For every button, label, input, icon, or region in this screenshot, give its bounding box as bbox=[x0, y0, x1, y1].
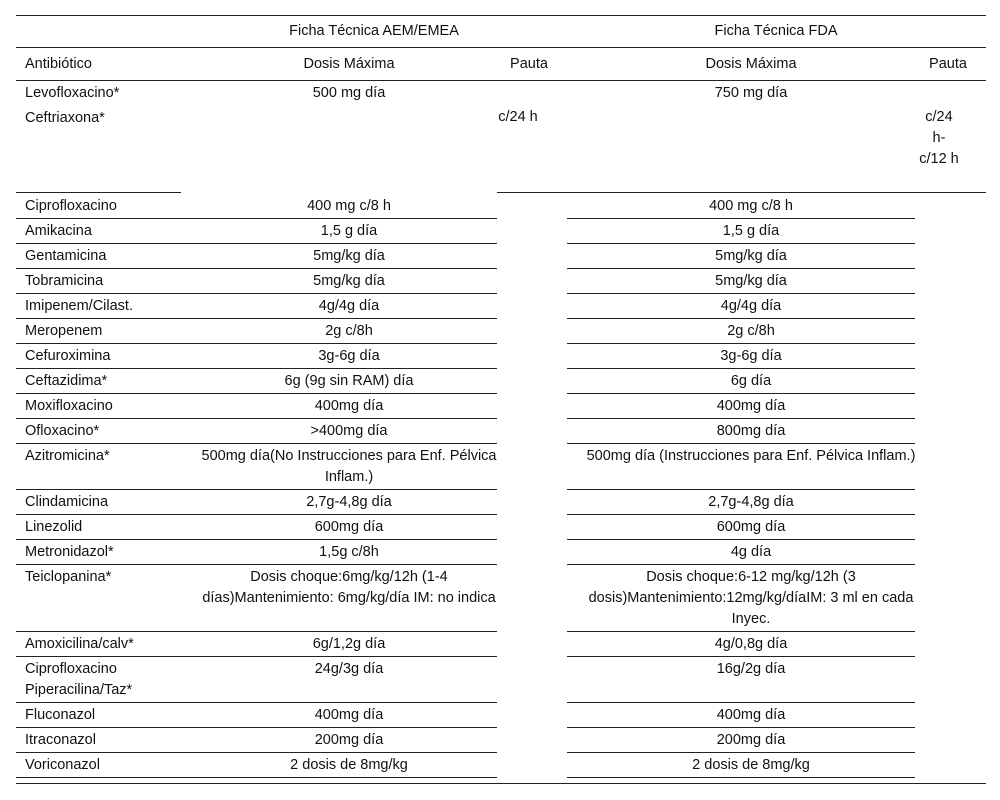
header-pauta-fda: Pauta bbox=[929, 56, 967, 72]
dose-fda: 5mg/kg día bbox=[715, 273, 787, 289]
row-rule-aem bbox=[16, 631, 497, 632]
dose-aem: 200mg día bbox=[314, 732, 384, 748]
row-rule-aem bbox=[16, 702, 497, 703]
row-rule-fda bbox=[567, 514, 915, 515]
header-dose-aem: Dosis Máxima bbox=[303, 56, 395, 72]
dose-aem: 600mg día bbox=[314, 519, 384, 535]
antibiotic-name: Azitromicina* bbox=[25, 448, 110, 464]
row-rule-aem bbox=[16, 218, 497, 219]
dose-fda: 400mg día bbox=[716, 398, 786, 414]
row-rule-fda bbox=[567, 218, 915, 219]
antibiotic-name: Metronidazol* bbox=[25, 544, 114, 560]
header-bottom-rule bbox=[16, 80, 986, 81]
dose-aem: >400mg día bbox=[310, 423, 388, 439]
antibiotic-name: Ciprofloxacino Piperacilina/Taz* bbox=[25, 661, 133, 698]
antibiotic-name: Fluconazol bbox=[25, 707, 96, 723]
header-group-rule bbox=[16, 47, 986, 48]
dose-fda: 16g/2g día bbox=[716, 661, 786, 677]
row-rule-fda bbox=[567, 539, 915, 540]
dose-fda: 1,5 g día bbox=[722, 223, 780, 239]
row-rule-fda bbox=[567, 243, 915, 244]
row-rule-fda bbox=[567, 443, 915, 444]
antibiotic-name: Voriconazol bbox=[25, 757, 100, 773]
row-rule-fda bbox=[567, 343, 915, 344]
dose-fda: 500mg día (Instrucciones para Enf. Pélvica Inflam.) bbox=[586, 448, 916, 464]
row-rule-fda bbox=[567, 777, 915, 778]
pauta-aem-rule bbox=[497, 192, 567, 193]
row-rule-fda bbox=[567, 318, 915, 319]
row-rule-aem bbox=[16, 268, 497, 269]
pauta-fda-rule bbox=[915, 192, 986, 193]
antibiotic-name: Itraconazol bbox=[25, 732, 96, 748]
row-rule-aem bbox=[16, 564, 497, 565]
header-pauta-aem: Pauta bbox=[510, 56, 548, 72]
row-rule-ceftriaxona bbox=[567, 192, 915, 193]
dose-aem: 1,5 g día bbox=[320, 223, 378, 239]
dose-aem: 500 mg día bbox=[312, 85, 386, 101]
antibiotic-name: Imipenem/Cilast. bbox=[25, 298, 133, 314]
header-antibiotic: Antibiótico bbox=[25, 56, 92, 72]
dose-aem: 5mg/kg día bbox=[313, 248, 385, 264]
dose-fda: 4g día bbox=[730, 544, 772, 560]
dose-fda: Dosis choque:6-12 mg/kg/12h (3 dosis)Mantenimiento:12mg/kg/díaIM: 3 ml en cada Inyec. bbox=[588, 569, 914, 627]
row-rule-fda bbox=[567, 368, 915, 369]
antibiotic-name: Clindamicina bbox=[25, 494, 109, 510]
antibiotic-name: Meropenem bbox=[25, 323, 103, 339]
header-group-aem: Ficha Técnica AEM/EMEA bbox=[289, 23, 459, 39]
row-rule-fda bbox=[567, 564, 915, 565]
dose-fda: 200mg día bbox=[716, 732, 786, 748]
dose-aem: 24g/3g día bbox=[314, 661, 384, 677]
dose-aem: 500mg día(No Instrucciones para Enf. Pélvica Inflam.) bbox=[201, 448, 497, 485]
dose-fda: 5mg/kg día bbox=[715, 248, 787, 264]
row-rule-aem bbox=[16, 393, 497, 394]
antibiotic-name: Ciprofloxacino bbox=[25, 198, 117, 214]
row-rule-aem bbox=[16, 514, 497, 515]
row-rule-aem bbox=[16, 489, 497, 490]
pauta-fda-value: c/24 h-c/12 h bbox=[919, 109, 959, 167]
dose-fda: 800mg día bbox=[716, 423, 786, 439]
dose-fda: 600mg día bbox=[716, 519, 786, 535]
dose-aem: 6g/1,2g día bbox=[312, 636, 386, 652]
row-rule-fda bbox=[567, 702, 915, 703]
header-dose-fda: Dosis Máxima bbox=[705, 56, 797, 72]
dose-aem: 400mg día bbox=[314, 707, 384, 723]
dose-aem: Dosis choque:6mg/kg/12h (1-4 días)Mantenimiento: 6mg/kg/día IM: no indica bbox=[202, 569, 496, 606]
row-rule-fda bbox=[567, 752, 915, 753]
row-rule-aem bbox=[16, 539, 497, 540]
dose-fda: 6g día bbox=[730, 373, 772, 389]
header-group-fda: Ficha Técnica FDA bbox=[714, 23, 838, 39]
dose-fda: 2,7g-4,8g día bbox=[708, 494, 794, 510]
row-rule-fda bbox=[567, 268, 915, 269]
row-rule-fda bbox=[567, 489, 915, 490]
table-top-rule bbox=[16, 15, 986, 16]
dose-fda: 400 mg c/8 h bbox=[709, 198, 793, 214]
row-rule-aem bbox=[16, 777, 497, 778]
dose-fda: 4g/4g día bbox=[720, 298, 782, 314]
row-rule-aem bbox=[16, 343, 497, 344]
antibiotic-name: Levofloxacino* bbox=[25, 85, 120, 101]
row-rule-ceftriaxona bbox=[16, 192, 181, 193]
antibiotic-name: Tobramicina bbox=[25, 273, 104, 289]
row-rule-fda bbox=[567, 393, 915, 394]
table-bottom-rule bbox=[16, 783, 986, 784]
antibiotic-name: Amikacina bbox=[25, 223, 92, 239]
antibiotic-dose-table bbox=[16, 0, 986, 800]
dose-aem: 4g/4g día bbox=[318, 298, 380, 314]
dose-fda: 3g-6g día bbox=[720, 348, 782, 364]
row-rule-aem bbox=[16, 752, 497, 753]
row-rule-aem bbox=[16, 368, 497, 369]
row-rule-aem bbox=[16, 418, 497, 419]
antibiotic-name: Gentamicina bbox=[25, 248, 107, 264]
dose-aem: 6g (9g sin RAM) día bbox=[284, 373, 414, 389]
dose-fda: 400mg día bbox=[716, 707, 786, 723]
dose-aem: 2g c/8h bbox=[325, 323, 373, 339]
antibiotic-name: Cefuroximina bbox=[25, 348, 111, 364]
row-rule-aem bbox=[16, 243, 497, 244]
antibiotic-name: Amoxicilina/calv* bbox=[25, 636, 134, 652]
row-rule-aem bbox=[16, 443, 497, 444]
dose-aem: 2 dosis de 8mg/kg bbox=[290, 757, 408, 773]
row-rule-aem bbox=[16, 727, 497, 728]
antibiotic-name: Ceftazidima* bbox=[25, 373, 108, 389]
dose-fda: 750 mg día bbox=[714, 85, 788, 101]
antibiotic-name: Moxifloxacino bbox=[25, 398, 113, 414]
row-rule-fda bbox=[567, 727, 915, 728]
antibiotic-name: Ceftriaxona* bbox=[25, 110, 105, 126]
dose-aem: 2,7g-4,8g día bbox=[306, 494, 392, 510]
dose-aem: 1,5g c/8h bbox=[319, 544, 379, 560]
dose-aem: 400 mg c/8 h bbox=[307, 198, 391, 214]
dose-fda: 2 dosis de 8mg/kg bbox=[692, 757, 810, 773]
antibiotic-name: Teiclopanina* bbox=[25, 569, 112, 585]
row-rule-aem bbox=[16, 656, 497, 657]
pauta-aem-value: c/24 h bbox=[498, 109, 538, 125]
row-rule-fda bbox=[567, 631, 915, 632]
antibiotic-name: Ofloxacino* bbox=[25, 423, 100, 439]
row-rule-aem bbox=[16, 293, 497, 294]
row-rule-fda bbox=[567, 293, 915, 294]
row-rule-aem bbox=[16, 318, 497, 319]
dose-fda: 4g/0,8g día bbox=[714, 636, 788, 652]
dose-aem: 3g-6g día bbox=[318, 348, 380, 364]
row-rule-fda bbox=[567, 656, 915, 657]
dose-aem: 400mg día bbox=[314, 398, 384, 414]
dose-fda: 2g c/8h bbox=[727, 323, 775, 339]
antibiotic-name: Linezolid bbox=[25, 519, 83, 535]
row-rule-fda bbox=[567, 418, 915, 419]
dose-aem: 5mg/kg día bbox=[313, 273, 385, 289]
